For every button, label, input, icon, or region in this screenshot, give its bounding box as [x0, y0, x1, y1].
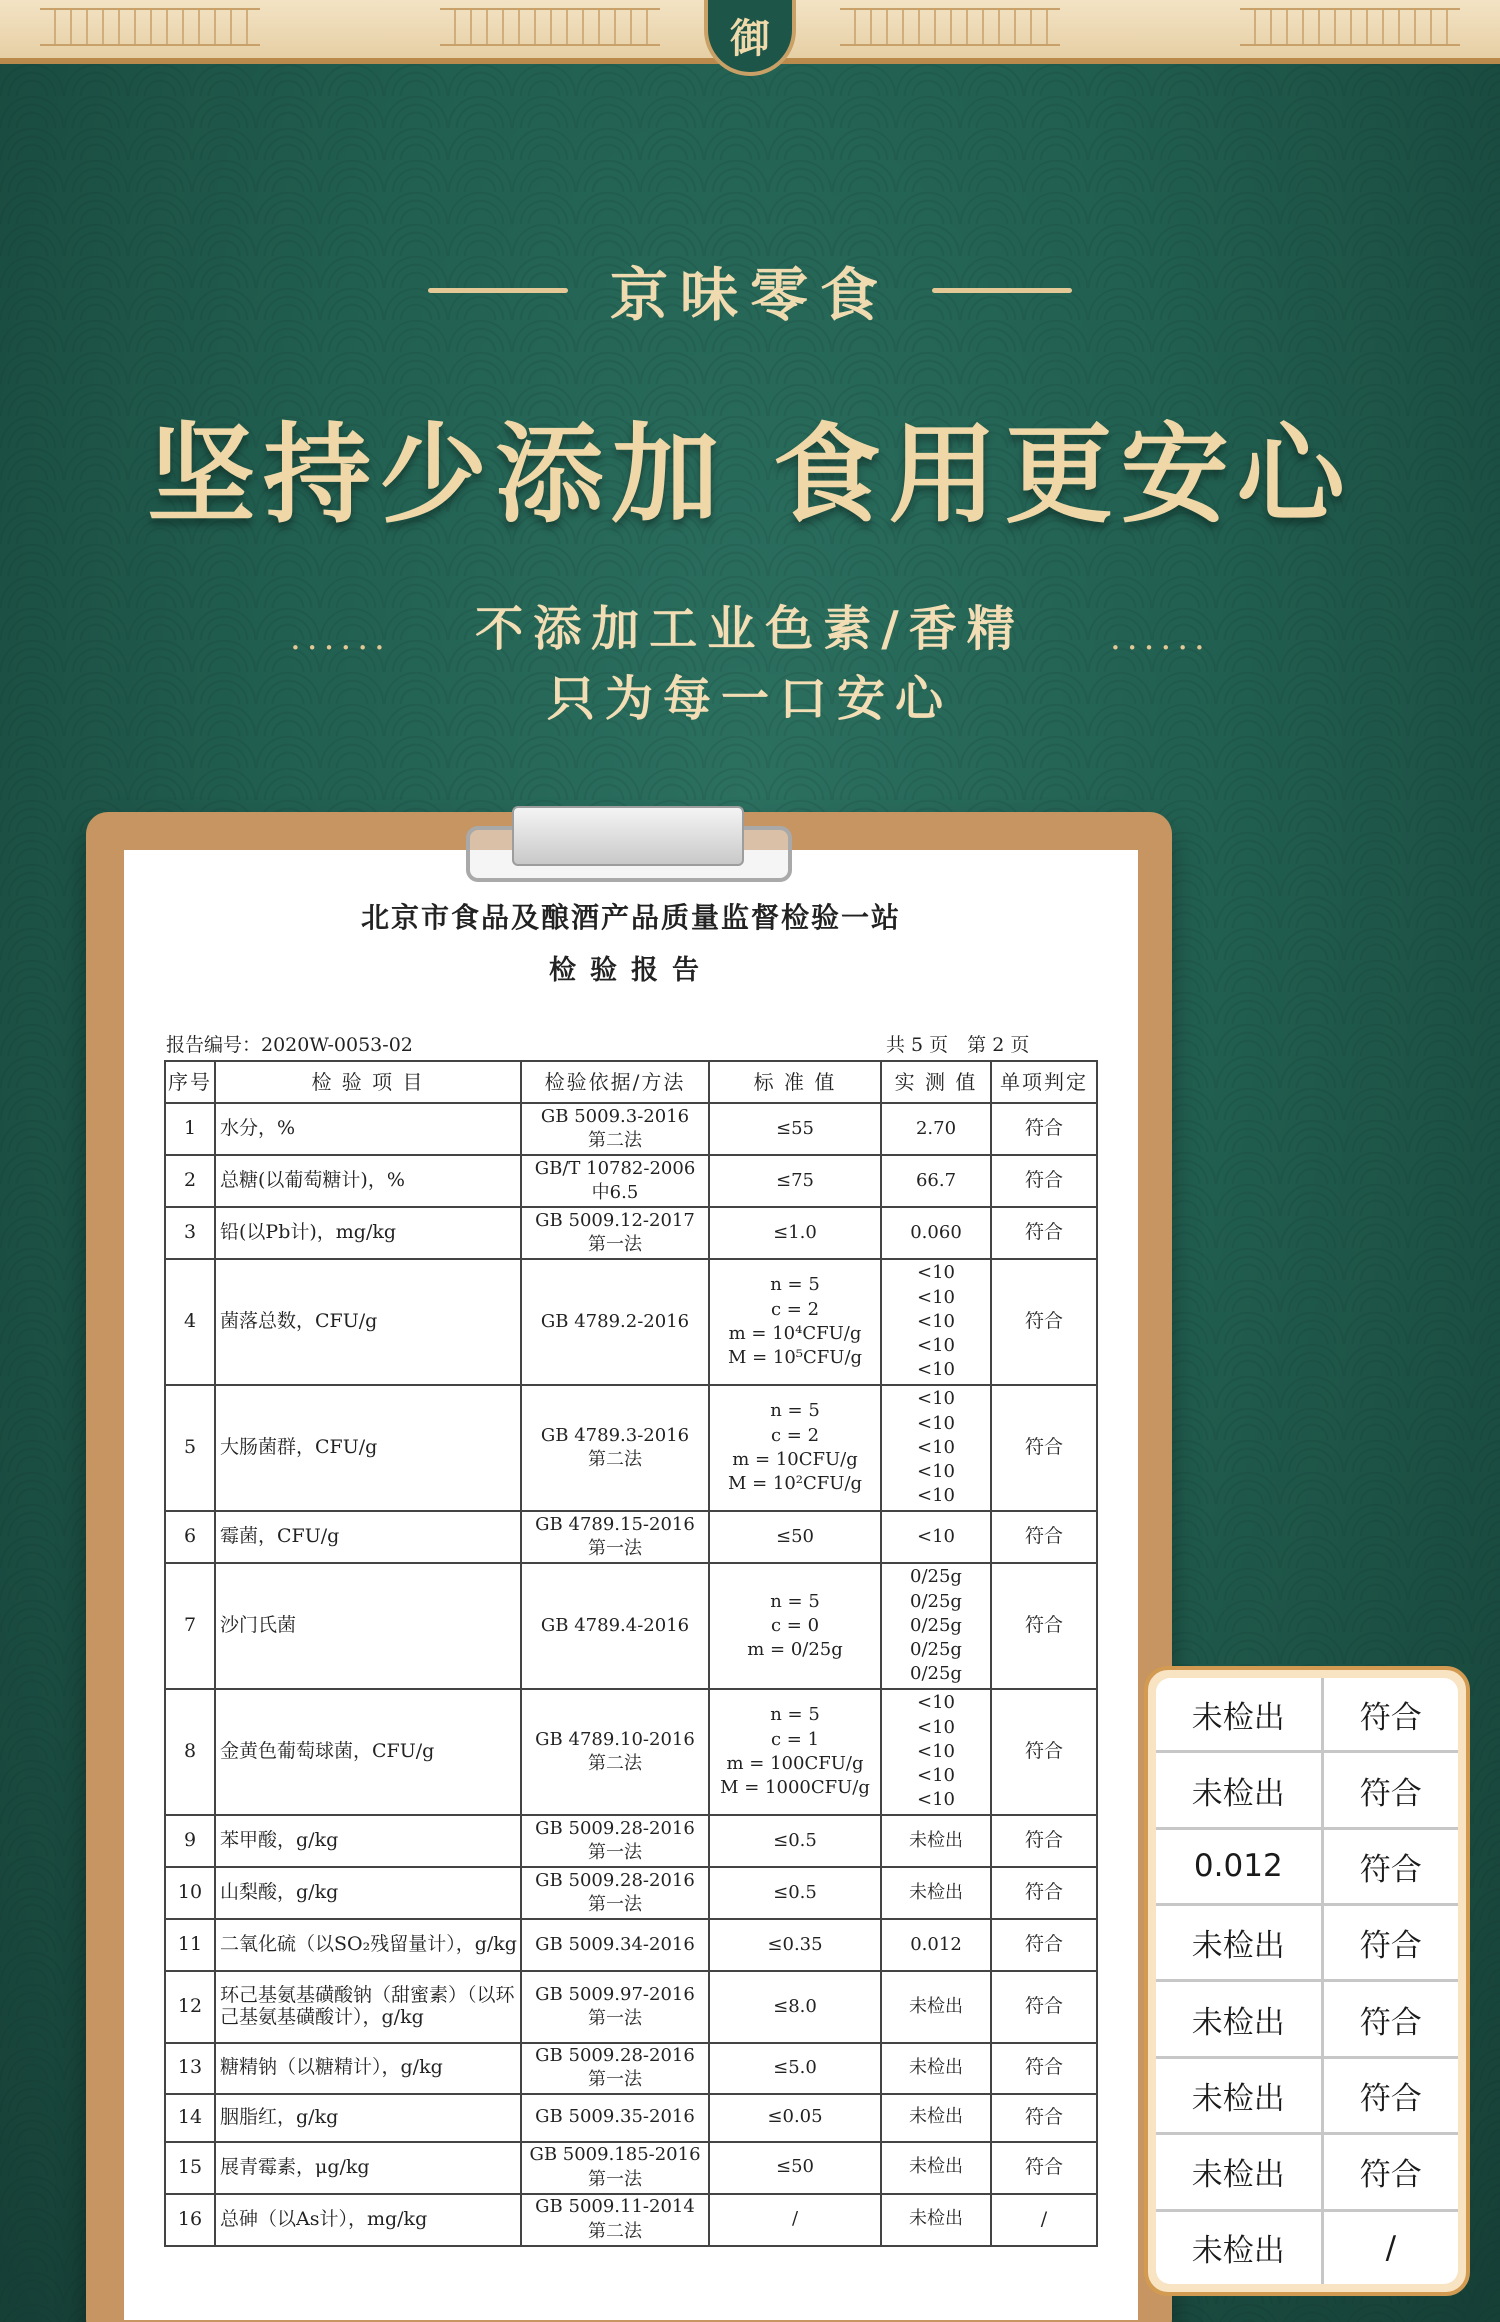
standard-value — [709, 1259, 881, 1385]
test-item: 菌落总数，CFU/g — [215, 1259, 521, 1385]
verdict: 符合 — [991, 1919, 1097, 1971]
test-method — [521, 1815, 709, 1867]
highlight-row — [1156, 1905, 1458, 1981]
measured-line: <10 — [917, 1436, 955, 1458]
standard-value — [709, 1563, 881, 1689]
standard-line: ≤55 — [776, 1117, 814, 1139]
row-number: 16 — [165, 2194, 215, 2246]
row-number: 3 — [165, 1207, 215, 1259]
highlight-card — [1144, 1666, 1470, 2296]
test-item: 水分，% — [215, 1103, 521, 1155]
highlight-card-inner — [1156, 1678, 1458, 2284]
row-number: 5 — [165, 1385, 215, 1511]
column-header: 实 测 值 — [881, 1061, 991, 1103]
table-row — [165, 1867, 1097, 1919]
highlight-row — [1156, 1678, 1458, 1752]
method-line: 第一法 — [588, 1894, 642, 1915]
test-method — [521, 1689, 709, 1815]
row-number: 14 — [165, 2094, 215, 2142]
verdict: / — [991, 2194, 1097, 2246]
test-method — [521, 1971, 709, 2043]
highlight-verdict: 符合 — [1322, 1981, 1458, 2057]
standard-line: ≤5.0 — [773, 2057, 817, 2079]
measured-value — [881, 2043, 991, 2094]
measured-line: <10 — [917, 1359, 955, 1381]
measured-line: <10 — [917, 1716, 955, 1738]
measured-value — [881, 1259, 991, 1385]
main-title: 坚持少添加 食用更安心 — [147, 412, 1353, 538]
test-method — [521, 2194, 709, 2246]
sub-title: 京味零食 — [609, 261, 890, 329]
ornament-band — [40, 8, 260, 46]
highlight-row — [1156, 1828, 1458, 1904]
standard-line: ≤0.5 — [773, 1881, 817, 1903]
table-row — [165, 2043, 1097, 2094]
test-item: 胭脂红，g/kg — [215, 2094, 521, 2142]
test-item: 铅(以Pb计)，mg/kg — [215, 1207, 521, 1259]
standard-line: n = 5 — [770, 1704, 820, 1726]
verdict: 符合 — [991, 1867, 1097, 1919]
table-row — [165, 1511, 1097, 1563]
standard-line: n = 5 — [770, 1274, 820, 1296]
highlight-measured: 未检出 — [1156, 1678, 1322, 1752]
measured-value — [881, 1155, 991, 1207]
row-number: 9 — [165, 1815, 215, 1867]
measured-value — [881, 2094, 991, 2142]
table-row — [165, 2094, 1097, 2142]
standard-value — [709, 1919, 881, 1971]
row-number: 2 — [165, 1155, 215, 1207]
table-row — [165, 1103, 1097, 1155]
standard-line: c = 1 — [770, 1728, 820, 1750]
method-line: 第一法 — [588, 1538, 642, 1559]
standard-value — [709, 1867, 881, 1919]
test-item: 二氧化硫（以SO₂残留量计），g/kg — [215, 1919, 521, 1971]
test-method — [521, 1867, 709, 1919]
highlight-measured: 未检出 — [1156, 2210, 1322, 2284]
verdict: 符合 — [991, 1563, 1097, 1689]
seal-badge: 御 — [704, 0, 796, 76]
verdict: 符合 — [991, 1155, 1097, 1207]
report-org-title: 北京市食品及酿酒产品质量监督检验一站 — [360, 901, 901, 934]
row-number: 15 — [165, 2142, 215, 2194]
method-line: GB 5009.185-2016 — [529, 2144, 701, 2166]
measured-line: <10 — [917, 1740, 955, 1762]
method-line: 第二法 — [588, 1753, 642, 1774]
method-line: 第一法 — [588, 2008, 642, 2029]
measured-line: <10 — [917, 1692, 955, 1714]
column-header: 单项判定 — [991, 1061, 1097, 1103]
highlight-row — [1156, 2134, 1458, 2210]
test-item: 展青霉素，μg/kg — [215, 2142, 521, 2194]
table-row — [165, 1385, 1097, 1511]
standard-value — [709, 2094, 881, 2142]
method-line: 第一法 — [588, 2168, 642, 2190]
measured-line: 0.012 — [910, 1933, 962, 1955]
decorative-dots: ...... — [290, 618, 391, 658]
verdict: 符合 — [991, 2142, 1097, 2194]
measured-line: <10 — [917, 1388, 955, 1410]
standard-line: m = 0/25g — [747, 1639, 843, 1661]
standard-line: ≤50 — [776, 2156, 814, 2178]
measured-line: <10 — [917, 1412, 955, 1434]
standard-line: m = 10⁴CFU/g — [728, 1323, 862, 1344]
standard-line: c = 0 — [770, 1614, 820, 1636]
measured-line: 未检出 — [909, 1881, 963, 1903]
method-line: GB 5009.28-2016 — [535, 1869, 695, 1891]
verdict: 符合 — [991, 1103, 1097, 1155]
highlight-verdict: 符合 — [1322, 1905, 1458, 1981]
method-line: 第二法 — [588, 1130, 642, 1151]
table-row — [165, 1689, 1097, 1815]
standard-value — [709, 1815, 881, 1867]
column-header: 检验依据/方法 — [521, 1061, 709, 1103]
row-number: 7 — [165, 1563, 215, 1689]
test-method — [521, 1259, 709, 1385]
inspection-table — [164, 1060, 1098, 2247]
standard-line: m = 10CFU/g — [732, 1449, 858, 1470]
measured-line: 未检出 — [909, 1829, 963, 1851]
method-line: GB/T 10782-2006 — [534, 1157, 696, 1179]
measured-line: <10 — [917, 1286, 955, 1308]
method-line: GB 4789.15-2016 — [535, 1513, 695, 1535]
method-line: 第二法 — [588, 1449, 642, 1470]
method-line: GB 5009.3-2016 — [540, 1105, 690, 1127]
measured-line: <10 — [917, 1485, 955, 1507]
measured-value — [881, 1867, 991, 1919]
divider-line — [428, 288, 568, 293]
standard-line: ≤8.0 — [773, 1995, 817, 2017]
measured-line: 未检出 — [909, 2106, 963, 2128]
test-method — [521, 2142, 709, 2194]
measured-line: <10 — [917, 1461, 955, 1483]
measured-value — [881, 1103, 991, 1155]
ornament-band — [840, 8, 1060, 46]
test-item: 霉菌，CFU/g — [215, 1511, 521, 1563]
measured-line: 2.70 — [915, 1117, 957, 1139]
measured-line: 未检出 — [909, 1995, 963, 2017]
method-line: GB 5009.12-2017 — [535, 1209, 695, 1231]
method-line: 第二法 — [588, 2220, 642, 2242]
test-method — [521, 1563, 709, 1689]
highlight-verdict: 符合 — [1322, 1678, 1458, 1752]
method-line: GB 5009.35-2016 — [535, 2106, 695, 2128]
test-method — [521, 1385, 709, 1511]
verdict: 符合 — [991, 1511, 1097, 1563]
measured-line: 未检出 — [909, 2208, 963, 2230]
table-row — [165, 2194, 1097, 2246]
standard-line: m = 100CFU/g — [726, 1753, 864, 1774]
standard-value — [709, 2194, 881, 2246]
measured-value — [881, 1207, 991, 1259]
measured-line: 0/25g — [910, 1566, 962, 1588]
standard-line: n = 5 — [770, 1590, 820, 1612]
method-line: GB 4789.2-2016 — [540, 1310, 690, 1332]
verdict: 符合 — [991, 1207, 1097, 1259]
row-number: 10 — [165, 1867, 215, 1919]
highlight-verdict: / — [1385, 2229, 1397, 2266]
method-line: 中6.5 — [591, 1182, 639, 1203]
verdict: 符合 — [991, 1971, 1097, 2043]
method-line: 第一法 — [588, 1234, 642, 1255]
verdict: 符合 — [991, 2094, 1097, 2142]
method-line: GB 5009.97-2016 — [535, 1983, 695, 2005]
highlight-row — [1156, 1981, 1458, 2057]
decorative-dots: ...... — [1110, 618, 1211, 658]
measured-line: <10 — [917, 1525, 955, 1547]
divider-line — [932, 288, 1072, 293]
test-item: 苯甲酸，g/kg — [215, 1815, 521, 1867]
test-method — [521, 2094, 709, 2142]
measured-line: 未检出 — [909, 2156, 963, 2178]
measured-line: 0.060 — [910, 1221, 962, 1243]
table-row — [165, 1259, 1097, 1385]
report-number: 报告编号：2020W-0053-02 — [166, 1034, 413, 1056]
standard-value — [709, 1155, 881, 1207]
highlight-measured: 未检出 — [1156, 1981, 1322, 2057]
table-row — [165, 1155, 1097, 1207]
row-number: 6 — [165, 1511, 215, 1563]
standard-line: ≤0.35 — [767, 1933, 823, 1955]
test-item: 总砷（以As计），mg/kg — [215, 2194, 521, 2246]
measured-line: <10 — [917, 1335, 955, 1357]
table-row — [165, 1971, 1097, 2043]
slogan-line-2: 只为每一口安心 — [546, 671, 953, 727]
measured-value — [881, 1815, 991, 1867]
standard-line: M = 1000CFU/g — [720, 1777, 870, 1799]
highlight-table — [1156, 1678, 1458, 2284]
method-line: GB 4789.4-2016 — [540, 1614, 690, 1636]
standard-line: / — [791, 2208, 799, 2230]
test-item: 山梨酸，g/kg — [215, 1867, 521, 1919]
standard-value — [709, 1207, 881, 1259]
method-line: GB 5009.34-2016 — [535, 1933, 695, 1955]
measured-line: 未检出 — [909, 2057, 963, 2079]
measured-value — [881, 1689, 991, 1815]
test-item: 总糖(以葡萄糖计)，% — [215, 1155, 521, 1207]
verdict: 符合 — [991, 1815, 1097, 1867]
method-line: 第一法 — [588, 2069, 642, 2091]
standard-line: ≤75 — [776, 1169, 814, 1191]
measured-line: 0/25g — [910, 1663, 962, 1685]
measured-line: <10 — [917, 1765, 955, 1787]
method-line: GB 4789.10-2016 — [535, 1728, 695, 1750]
ornament-band — [1240, 8, 1460, 46]
highlight-measured: 未检出 — [1156, 2134, 1322, 2210]
standard-value — [709, 2043, 881, 2094]
slogan-line-1: 不添加工业色素/香精 — [475, 601, 1025, 657]
method-line: GB 4789.3-2016 — [540, 1424, 690, 1446]
test-item: 糖精钠（以糖精计），g/kg — [215, 2043, 521, 2094]
standard-line: ≤0.05 — [767, 2106, 823, 2128]
method-line: GB 5009.28-2016 — [535, 1817, 695, 1839]
subtitle-row — [0, 248, 1500, 332]
method-line: GB 5009.11-2014 — [535, 2196, 695, 2218]
table-row — [165, 2142, 1097, 2194]
standard-line: M = 10⁵CFU/g — [727, 1347, 863, 1369]
highlight-verdict: 符合 — [1322, 2134, 1458, 2210]
table-header-row — [165, 1061, 1097, 1103]
measured-line: 0/25g — [910, 1614, 962, 1636]
measured-value — [881, 1563, 991, 1689]
verdict: 符合 — [991, 1259, 1097, 1385]
table-row — [165, 1919, 1097, 1971]
row-number: 1 — [165, 1103, 215, 1155]
test-method — [521, 2043, 709, 2094]
method-line: 第一法 — [588, 1842, 642, 1863]
test-method — [521, 1511, 709, 1563]
measured-value — [881, 1385, 991, 1511]
test-item: 沙门氏菌 — [215, 1563, 521, 1689]
measured-value — [881, 1971, 991, 2043]
column-header: 序号 — [165, 1061, 215, 1103]
measured-line: 0/25g — [910, 1590, 962, 1612]
method-line: GB 5009.28-2016 — [535, 2045, 695, 2066]
standard-line: ≤1.0 — [773, 1221, 817, 1243]
highlight-measured: 0.012 — [1156, 1828, 1322, 1904]
test-method — [521, 1103, 709, 1155]
table-row — [165, 1563, 1097, 1689]
table-row — [165, 1815, 1097, 1867]
test-item: 大肠菌群，CFU/g — [215, 1385, 521, 1511]
highlight-row — [1156, 2210, 1458, 2284]
standard-value — [709, 1385, 881, 1511]
measured-value — [881, 1511, 991, 1563]
standard-value — [709, 1971, 881, 2043]
row-number: 13 — [165, 2043, 215, 2094]
verdict: 符合 — [991, 1385, 1097, 1511]
standard-line: c = 2 — [770, 1424, 820, 1446]
highlight-measured: 未检出 — [1156, 1752, 1322, 1828]
row-number: 12 — [165, 1971, 215, 2043]
standard-value — [709, 2142, 881, 2194]
standard-value — [709, 1511, 881, 1563]
report-subtitle: 检验报告 — [549, 955, 713, 986]
measured-value — [881, 2194, 991, 2246]
clipboard-clip — [512, 806, 744, 866]
measured-line: 0/25g — [910, 1639, 962, 1661]
row-number: 4 — [165, 1259, 215, 1385]
verdict: 符合 — [991, 1689, 1097, 1815]
standard-value — [709, 1103, 881, 1155]
row-number: 8 — [165, 1689, 215, 1815]
test-item: 环己基氨基磺酸钠（甜蜜素）（以环己基氨基磺酸计），g/kg — [215, 1971, 521, 2043]
measured-value — [881, 2142, 991, 2194]
standard-line: ≤50 — [776, 1525, 814, 1547]
measured-line: <10 — [917, 1262, 955, 1284]
measured-line: <10 — [917, 1789, 955, 1811]
test-method — [521, 1155, 709, 1207]
highlight-measured: 未检出 — [1156, 2057, 1322, 2133]
standard-line: ≤0.5 — [773, 1829, 817, 1851]
highlight-verdict: 符合 — [1322, 1752, 1458, 1828]
verdict: 符合 — [991, 2043, 1097, 2094]
measured-line: <10 — [917, 1310, 955, 1332]
column-header: 标 准 值 — [709, 1061, 881, 1103]
standard-line: c = 2 — [770, 1298, 820, 1320]
measured-line: 66.7 — [915, 1169, 957, 1191]
highlight-measured: 未检出 — [1156, 1905, 1322, 1981]
highlight-row — [1156, 2057, 1458, 2133]
table-row — [165, 1207, 1097, 1259]
column-header: 检 验 项 目 — [215, 1061, 521, 1103]
test-item: 金黄色葡萄球菌，CFU/g — [215, 1689, 521, 1815]
highlight-verdict: 符合 — [1322, 1828, 1458, 1904]
measured-value — [881, 1919, 991, 1971]
highlight-verdict: 符合 — [1322, 2057, 1458, 2133]
highlight-row — [1156, 1752, 1458, 1828]
standard-value — [709, 1689, 881, 1815]
standard-line: M = 10²CFU/g — [727, 1473, 863, 1495]
test-method — [521, 1919, 709, 1971]
page-info: 共 5 页 第 2 页 — [886, 1034, 1030, 1056]
standard-line: n = 5 — [770, 1400, 820, 1422]
test-method — [521, 1207, 709, 1259]
row-number: 11 — [165, 1919, 215, 1971]
ornament-band — [440, 8, 660, 46]
